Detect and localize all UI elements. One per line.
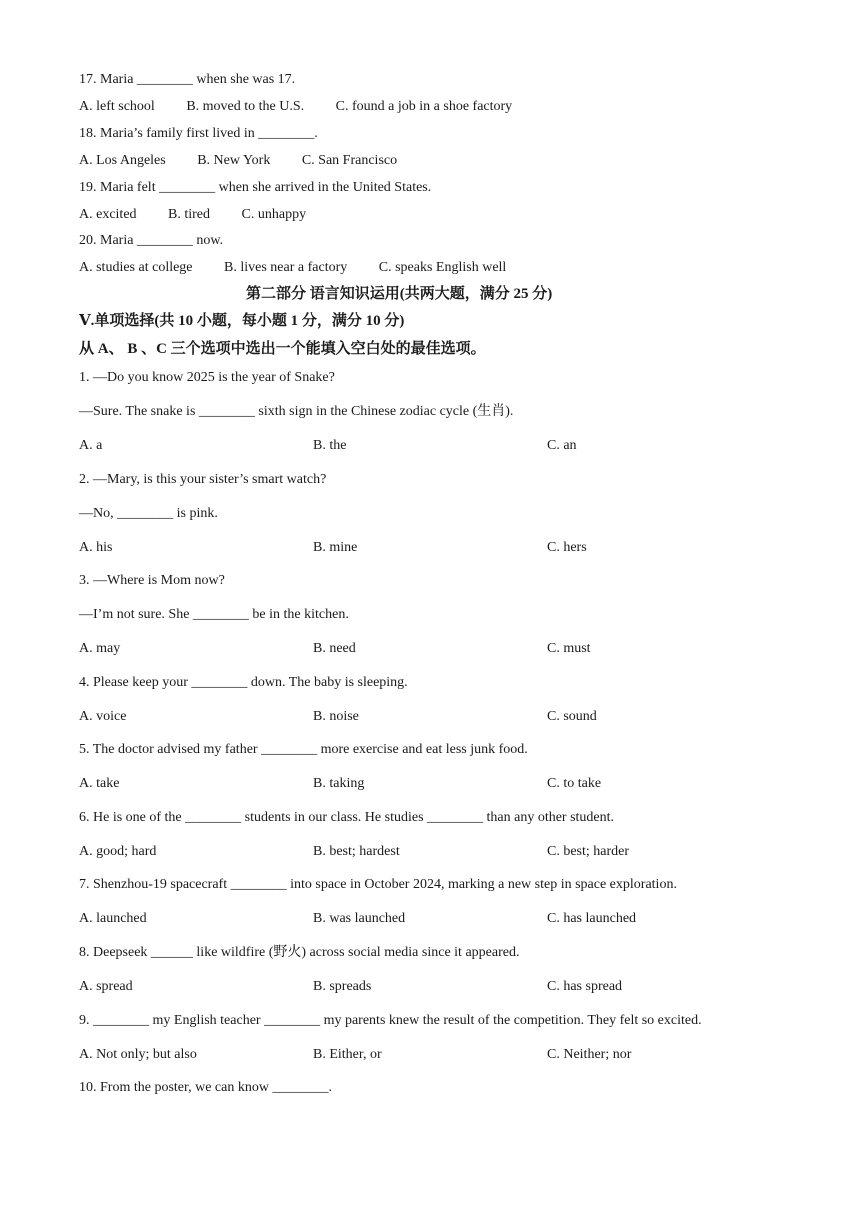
question-6-line-1: 6. He is one of the ________ students in our class. He studies ________ than any other student. — [79, 810, 615, 825]
question-20: 20. Maria ________ now. — [79, 233, 224, 248]
question-2-line-1: 2. —Mary, is this your sister’s smart watch? — [79, 472, 327, 487]
option-b: B. tired — [168, 207, 211, 222]
question-1-line-2: —Sure. The snake is ________ sixth sign in the Chinese zodiac cycle (生肖). — [79, 404, 514, 419]
question-9-option-c: C. Neither; nor — [547, 1047, 632, 1062]
option-b: B. lives near a factory — [224, 260, 348, 275]
question-7-option-a: A. launched — [79, 911, 147, 926]
question-10-line-1: 10. From the poster, we can know ________. — [79, 1080, 332, 1095]
question-9-option-a: A. Not only; but also — [79, 1047, 197, 1062]
question-4-option-c: C. sound — [547, 709, 597, 724]
question-6-option-a: A. good; hard — [79, 844, 157, 859]
question-7-line-1: 7. Shenzhou-19 spacecraft ________ into space in October 2024, marking a new step in space exploration. — [79, 877, 677, 892]
option-a: A. excited — [79, 207, 137, 222]
question-3-line-2: —I’m not sure. She ________ be in the kitchen. — [79, 607, 349, 622]
option-b: B. New York — [197, 153, 271, 168]
question-2-line-2: —No, ________ is pink. — [79, 506, 218, 521]
question-8-option-b: B. spreads — [313, 979, 372, 994]
question-18: 18. Maria’s family first lived in ________. — [79, 126, 318, 141]
question-5-option-b: B. taking — [313, 776, 365, 791]
option-c: C. San Francisco — [301, 153, 398, 168]
question-8-option-a: A. spread — [79, 979, 133, 994]
question-19: 19. Maria felt ________ when she arrived in the United States. — [79, 180, 432, 195]
question-6-option-b: B. best; hardest — [313, 844, 400, 859]
question-7-option-c: C. has launched — [547, 911, 637, 926]
question-8-option-c: C. has spread — [547, 979, 623, 994]
question-4-option-b: B. noise — [313, 709, 359, 724]
question-3-option-a: A. may — [79, 641, 121, 656]
question-5-option-c: C. to take — [547, 776, 602, 791]
option-c: C. speaks English well — [378, 260, 507, 275]
option-a: A. left school — [79, 99, 155, 114]
option-c: C. found a job in a shoe factory — [335, 99, 513, 114]
question-3-option-c: C. must — [547, 641, 591, 656]
question-2-option-c: C. hers — [547, 540, 587, 555]
question-8-line-1: 8. Deepseek ______ like wildfire (野火) across social media since it appeared. — [79, 945, 520, 960]
option-b: B. moved to the U.S. — [186, 99, 305, 114]
question-5-line-1: 5. The doctor advised my father ________ more exercise and eat less junk food. — [79, 742, 528, 757]
question-1-option-a: A. a — [79, 438, 103, 453]
question-9-line-1: 9. ________ my English teacher ________ my parents knew the result of the competition. They felt so excited. — [79, 1013, 702, 1028]
question-19-options — [79, 206, 306, 224]
question-4-option-a: A. voice — [79, 709, 127, 724]
section-five-title: Ⅴ.单项选择(共 10 小题，每小题 1 分，满分 10 分) — [79, 313, 405, 329]
question-18-options — [79, 152, 397, 170]
question-2-option-a: A. his — [79, 540, 113, 555]
question-17: 17. Maria ________ when she was 17. — [79, 72, 296, 87]
part-two-title: 第二部分 语言知识运用(共两大题，满分 25 分) — [246, 286, 553, 302]
question-3-line-1: 3. —Where is Mom now? — [79, 573, 225, 588]
option-a: A. studies at college — [79, 260, 193, 275]
question-7-option-b: B. was launched — [313, 911, 406, 926]
question-9-option-b: B. Either, or — [313, 1047, 382, 1062]
question-1-line-1: 1. —Do you know 2025 is the year of Snake? — [79, 370, 335, 385]
question-2-option-b: B. mine — [313, 540, 358, 555]
question-20-options — [79, 259, 506, 277]
question-5-option-a: A. take — [79, 776, 120, 791]
option-a: A. Los Angeles — [79, 153, 166, 168]
question-3-option-b: B. need — [313, 641, 356, 656]
question-6-option-c: C. best; harder — [547, 844, 630, 859]
option-c: C. unhappy — [241, 207, 307, 222]
section-instruction: 从 A、 B 、C 三个选项中选出一个能填入空白处的最佳选项。 — [79, 341, 486, 357]
question-1-option-c: C. an — [547, 438, 577, 453]
question-1-option-b: B. the — [313, 438, 347, 453]
question-4-line-1: 4. Please keep your ________ down. The baby is sleeping. — [79, 675, 408, 690]
question-17-options — [79, 98, 512, 116]
